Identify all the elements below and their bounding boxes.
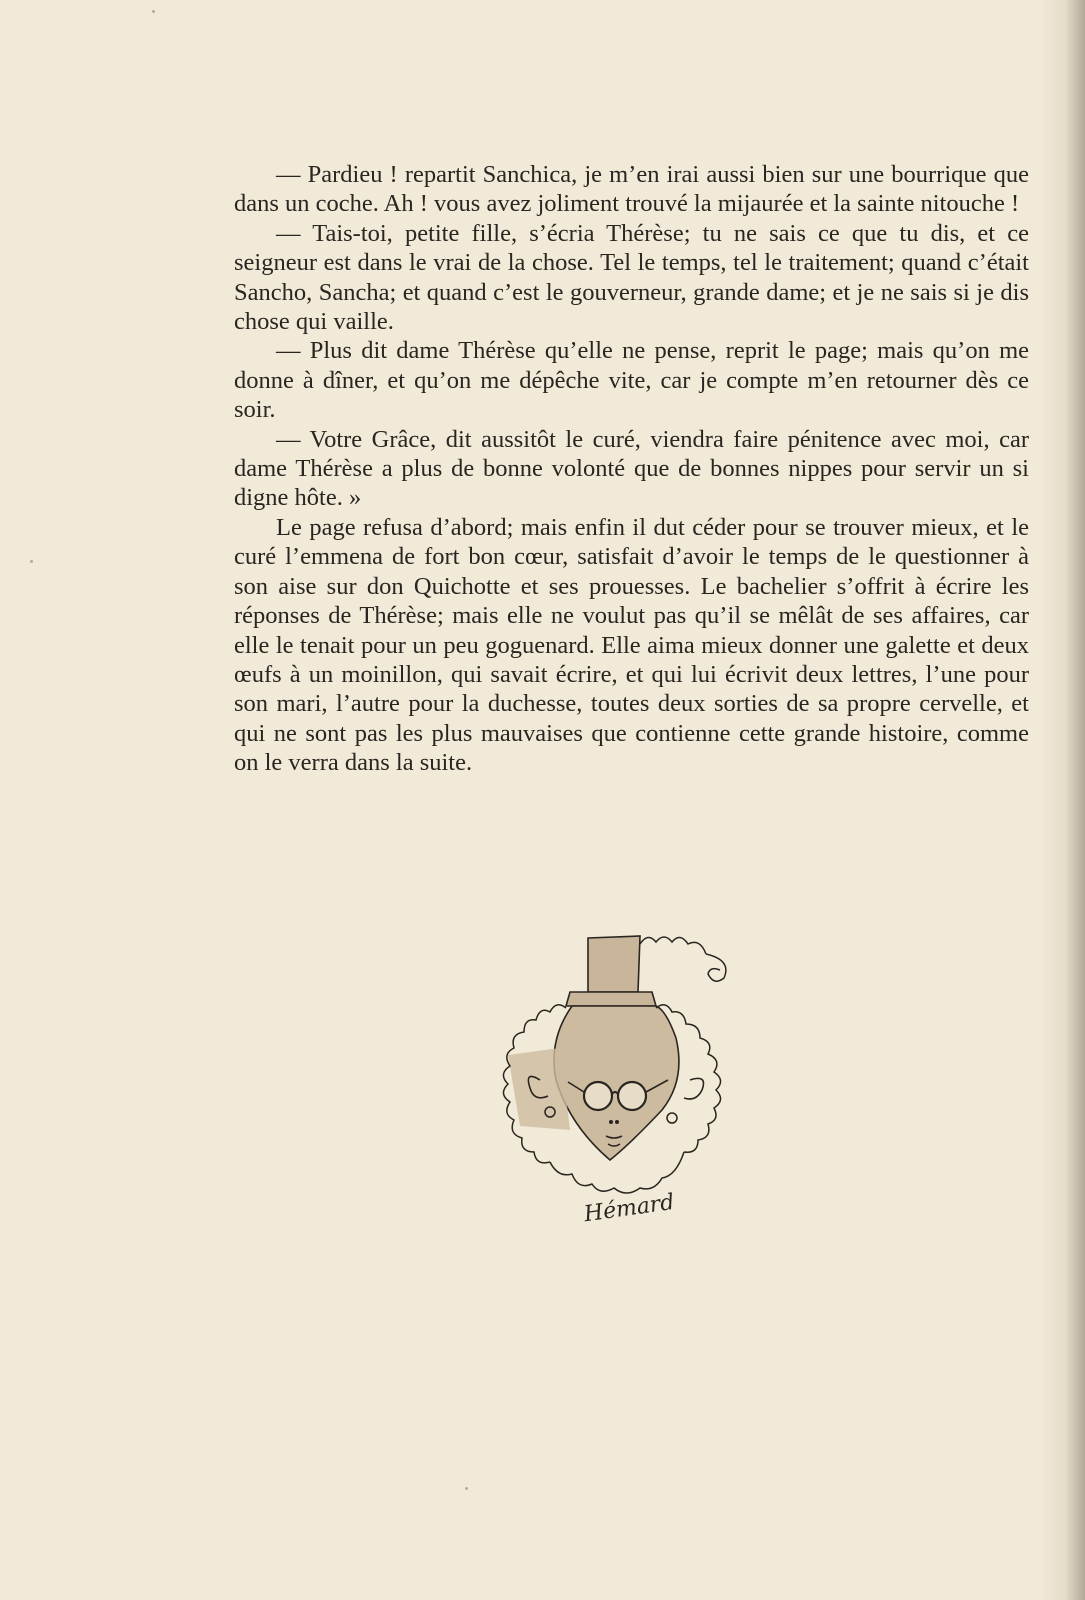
body-text: [234, 160, 1029, 778]
paragraph: — Pardieu ! repartit Sanchica, je m’en irai aussi bien sur une bourrique que dans un coche. Ah ! vous avez joliment trouvé la mijaurée et la sainte nitouche !: [234, 161, 1029, 218]
paragraph: Le page refusa d’abord; mais enfin il dut céder pour se trouver mieux, et le curé l’emmena de fort bon cœur, satisfait d’avoir le temps de le questionner à son aise sur don Quichotte et ses prouesses. Le bachelier s’offrit à écrire les réponses de Thérèse; mais elle ne voulut pas qu’il se mêlât de ses affaires, car elle le tenait pour un peu goguenard. Elle aima mieux donner une galette et deux œufs à un moinillon, qui savait écrire, et qui lui écrivit deux lettres, l’une pour son mari, l’autre pour la duchesse, toutes deux sorties de sa propre cervelle, et qui ne sont pas les plus mauvaises que contienne cette grande histoire, comme on le verra dans la suite.: [234, 513, 1029, 777]
paragraph: — Plus dit dame Thérèse qu’elle ne pense, reprit le page; mais qu’on me donne à dîner, et qu’on me dépêche vite, car je compte m’en retourner dès ce soir.: [234, 337, 1029, 424]
paragraph: — Tais-toi, petite fille, s’écria Thérèse; tu ne sais ce que tu dis, et ce seigneur est dans le vrai de la chose. Tel le temps, tel le traitement; quand c’était Sancho, Sancha; et quand c’est le gouverneur, grande dame; et je ne sais si je dis chose qui vaille.: [234, 219, 1029, 336]
paper-speck: [152, 10, 155, 13]
paper-speck: [465, 1487, 468, 1490]
paper-speck: [30, 560, 33, 563]
paragraph: — Votre Grâce, dit aussitôt le curé, viendra faire pénitence avec moi, car dame Thérèse a plus de bonne volonté que de bonnes nippes pour servir un si digne hôte. »: [234, 425, 1029, 512]
cul-de-lampe-illustration: [480, 930, 780, 1250]
caricature-drawing: [480, 930, 780, 1250]
illustrator-signature: Hémard: [582, 1189, 676, 1228]
